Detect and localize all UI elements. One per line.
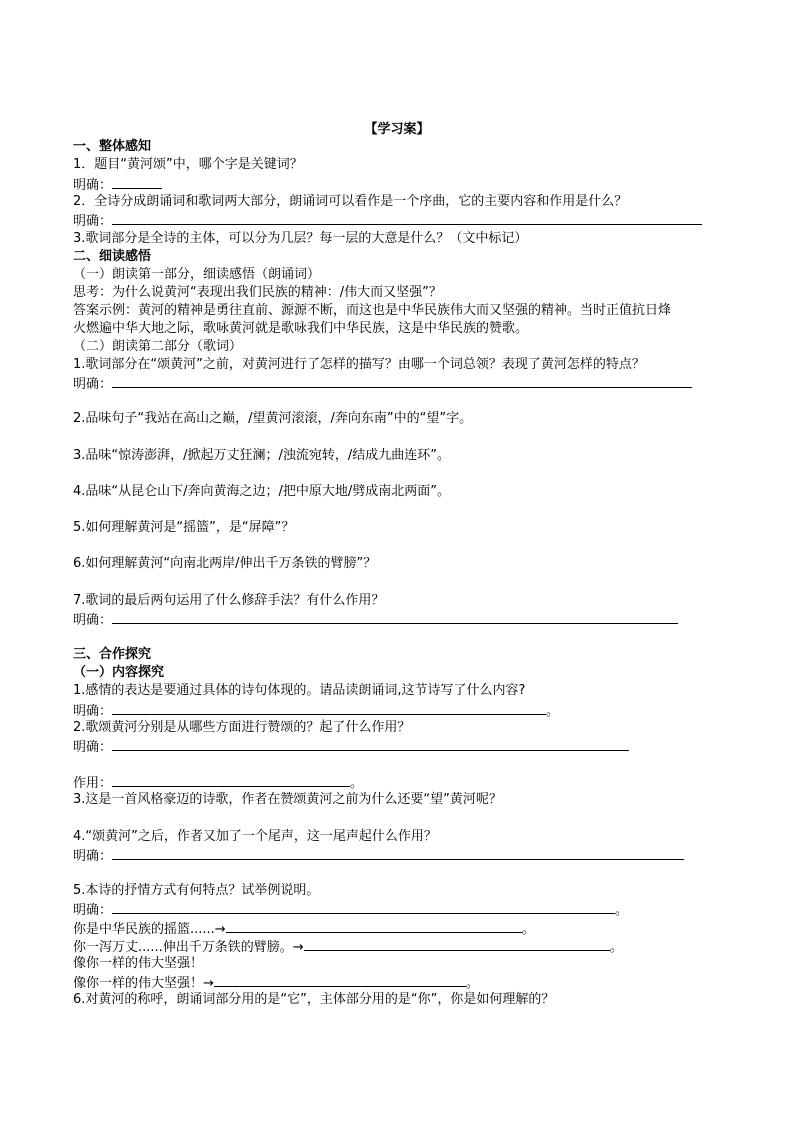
question-3-5: 5.本诗的抒情方式有何特点？试举例说明。 [73, 883, 320, 898]
question-1-1: 1．题目“黄河颂”中，哪个字是关键词？ [73, 157, 303, 172]
section-heading-1: 一、整体感知 [73, 139, 152, 154]
answer-line-1-1 [73, 175, 162, 195]
question-2-4: 4.品味“从昆仑山下/奔向黄海之边；/把中原大地/劈成南北两面”。 [73, 484, 451, 499]
question-1-2: 2．全诗分成朗诵词和歌词两大部分，朗诵词可以看作是一个序曲，它的主要内容和作用是什么？ [73, 194, 628, 209]
question-2-3: 3.品味“惊涛澎湃，/掀起万丈狂澜；/浊流宛转，/结成九曲连环”。 [73, 448, 451, 463]
answer-label: 明确： [73, 178, 113, 193]
blank-line [112, 701, 546, 715]
answer-label: 明确： [73, 377, 113, 392]
question-3-1: 1.感情的表达是要通过具体的诗句体现的。请品读朗诵词,这节诗写了什么内容? [73, 683, 526, 698]
blank-line [214, 973, 466, 987]
answer-line-2-1 [73, 374, 692, 394]
blank-line [112, 900, 615, 914]
question-3-3: 3.这是一首风格豪迈的诗歌，作者在赞颂黄河之前为什么还要“望”黄河呢？ [73, 792, 502, 807]
blank-line [112, 211, 702, 225]
example-line-4: 像你一样的伟大坚强！→ 。 [73, 973, 479, 993]
blank-line [112, 175, 162, 189]
question-2-7: 7.歌词的最后两句运用了什么修辞手法？有什么作用？ [73, 593, 385, 608]
subheading-2-2: （二）朗读第二部分（歌词） [73, 339, 243, 354]
answer-label: 明确： [73, 849, 113, 864]
effect-label: 作用： [73, 776, 113, 791]
question-3-6: 6.对黄河的称呼，朗诵词部分用的是“它”，主体部分用的是“你”，你是如何理解的？ [73, 992, 555, 1007]
answer-line-3-1: 明确： 。 [73, 701, 559, 721]
answer-label: 明确： [73, 214, 113, 229]
question-2-1: 1.歌词部分在“颂黄河”之前，对黄河进行了怎样的描写？由哪一个词总领？表现了黄河怎样的特点？ [73, 357, 645, 372]
question-3-4: 4.“颂黄河”之后，作者又加了一个尾声，这一尾声起什么作用？ [73, 829, 437, 844]
example-line-3: 像你一样的伟大坚强！ [73, 956, 204, 971]
answer-line-3-5: 明确： 。 [73, 900, 628, 920]
answer-label: 明确： [73, 903, 113, 918]
blank-line [304, 937, 610, 951]
question-2-2: 2.品味句子“我站在高山之巅，/望黄河滚滚，/奔向东南”中的“望”字。 [73, 411, 473, 426]
answer-label: 明确： [73, 704, 113, 719]
sample-answer-line-2: 火燃遍中华大地之际，歌咏黄河就是歌咏我们中华民族，这是中华民族的赞歌。 [73, 321, 529, 336]
effect-line-3-2: 作用： 。 [73, 773, 363, 793]
sample-answer-line-1: 答案示例：黄河的精神是勇往直前、源源不断，而这也是中华民族伟大而又坚强的精神。当时正值抗日烽 [73, 303, 672, 318]
subheading-3-1: （一）内容探究 [73, 665, 165, 680]
blank-line [112, 846, 684, 860]
subheading-2-1: （一）朗读第一部分，细读感悟（朗诵词） [73, 267, 321, 282]
example-line-1: 你是中华民族的摇篮......→ 。 [73, 919, 535, 939]
blank-line [112, 737, 629, 751]
blank-line [112, 610, 678, 624]
answer-line-2-7 [73, 610, 678, 630]
answer-label: 明确： [73, 613, 113, 628]
answer-label: 明确： [73, 740, 113, 755]
section-heading-3: 三、合作探究 [73, 647, 152, 662]
answer-line-1-2 [73, 211, 702, 231]
question-2-5: 5.如何理解黄河是“摇篮”，是“屏障”？ [73, 520, 295, 535]
question-2-6: 6.如何理解黄河“向南北两岸/伸出千万条铁的臂膀”？ [73, 556, 377, 571]
page-title: 【学习案】 [364, 122, 430, 137]
blank-line [112, 773, 350, 787]
question-3-2: 2.歌颂黄河分别是从哪些方面进行赞颂的？起了什么作用？ [73, 720, 411, 735]
question-1-3: 3.歌词部分是全诗的主体，可以分为几层？每一层的大意是什么？（文中标记） [73, 231, 528, 246]
section-heading-2: 二、细读感悟 [73, 249, 152, 264]
answer-line-3-2 [73, 737, 629, 757]
blank-line [112, 374, 692, 388]
think-question: 思考：为什么说黄河“表现出我们民族的精神：/伟大而又坚强”？ [73, 285, 442, 300]
answer-line-3-4 [73, 846, 684, 866]
example-line-2: 你一泻万丈......伸出千万条铁的臂膀。→ 。 [73, 937, 623, 957]
blank-line [226, 919, 522, 933]
